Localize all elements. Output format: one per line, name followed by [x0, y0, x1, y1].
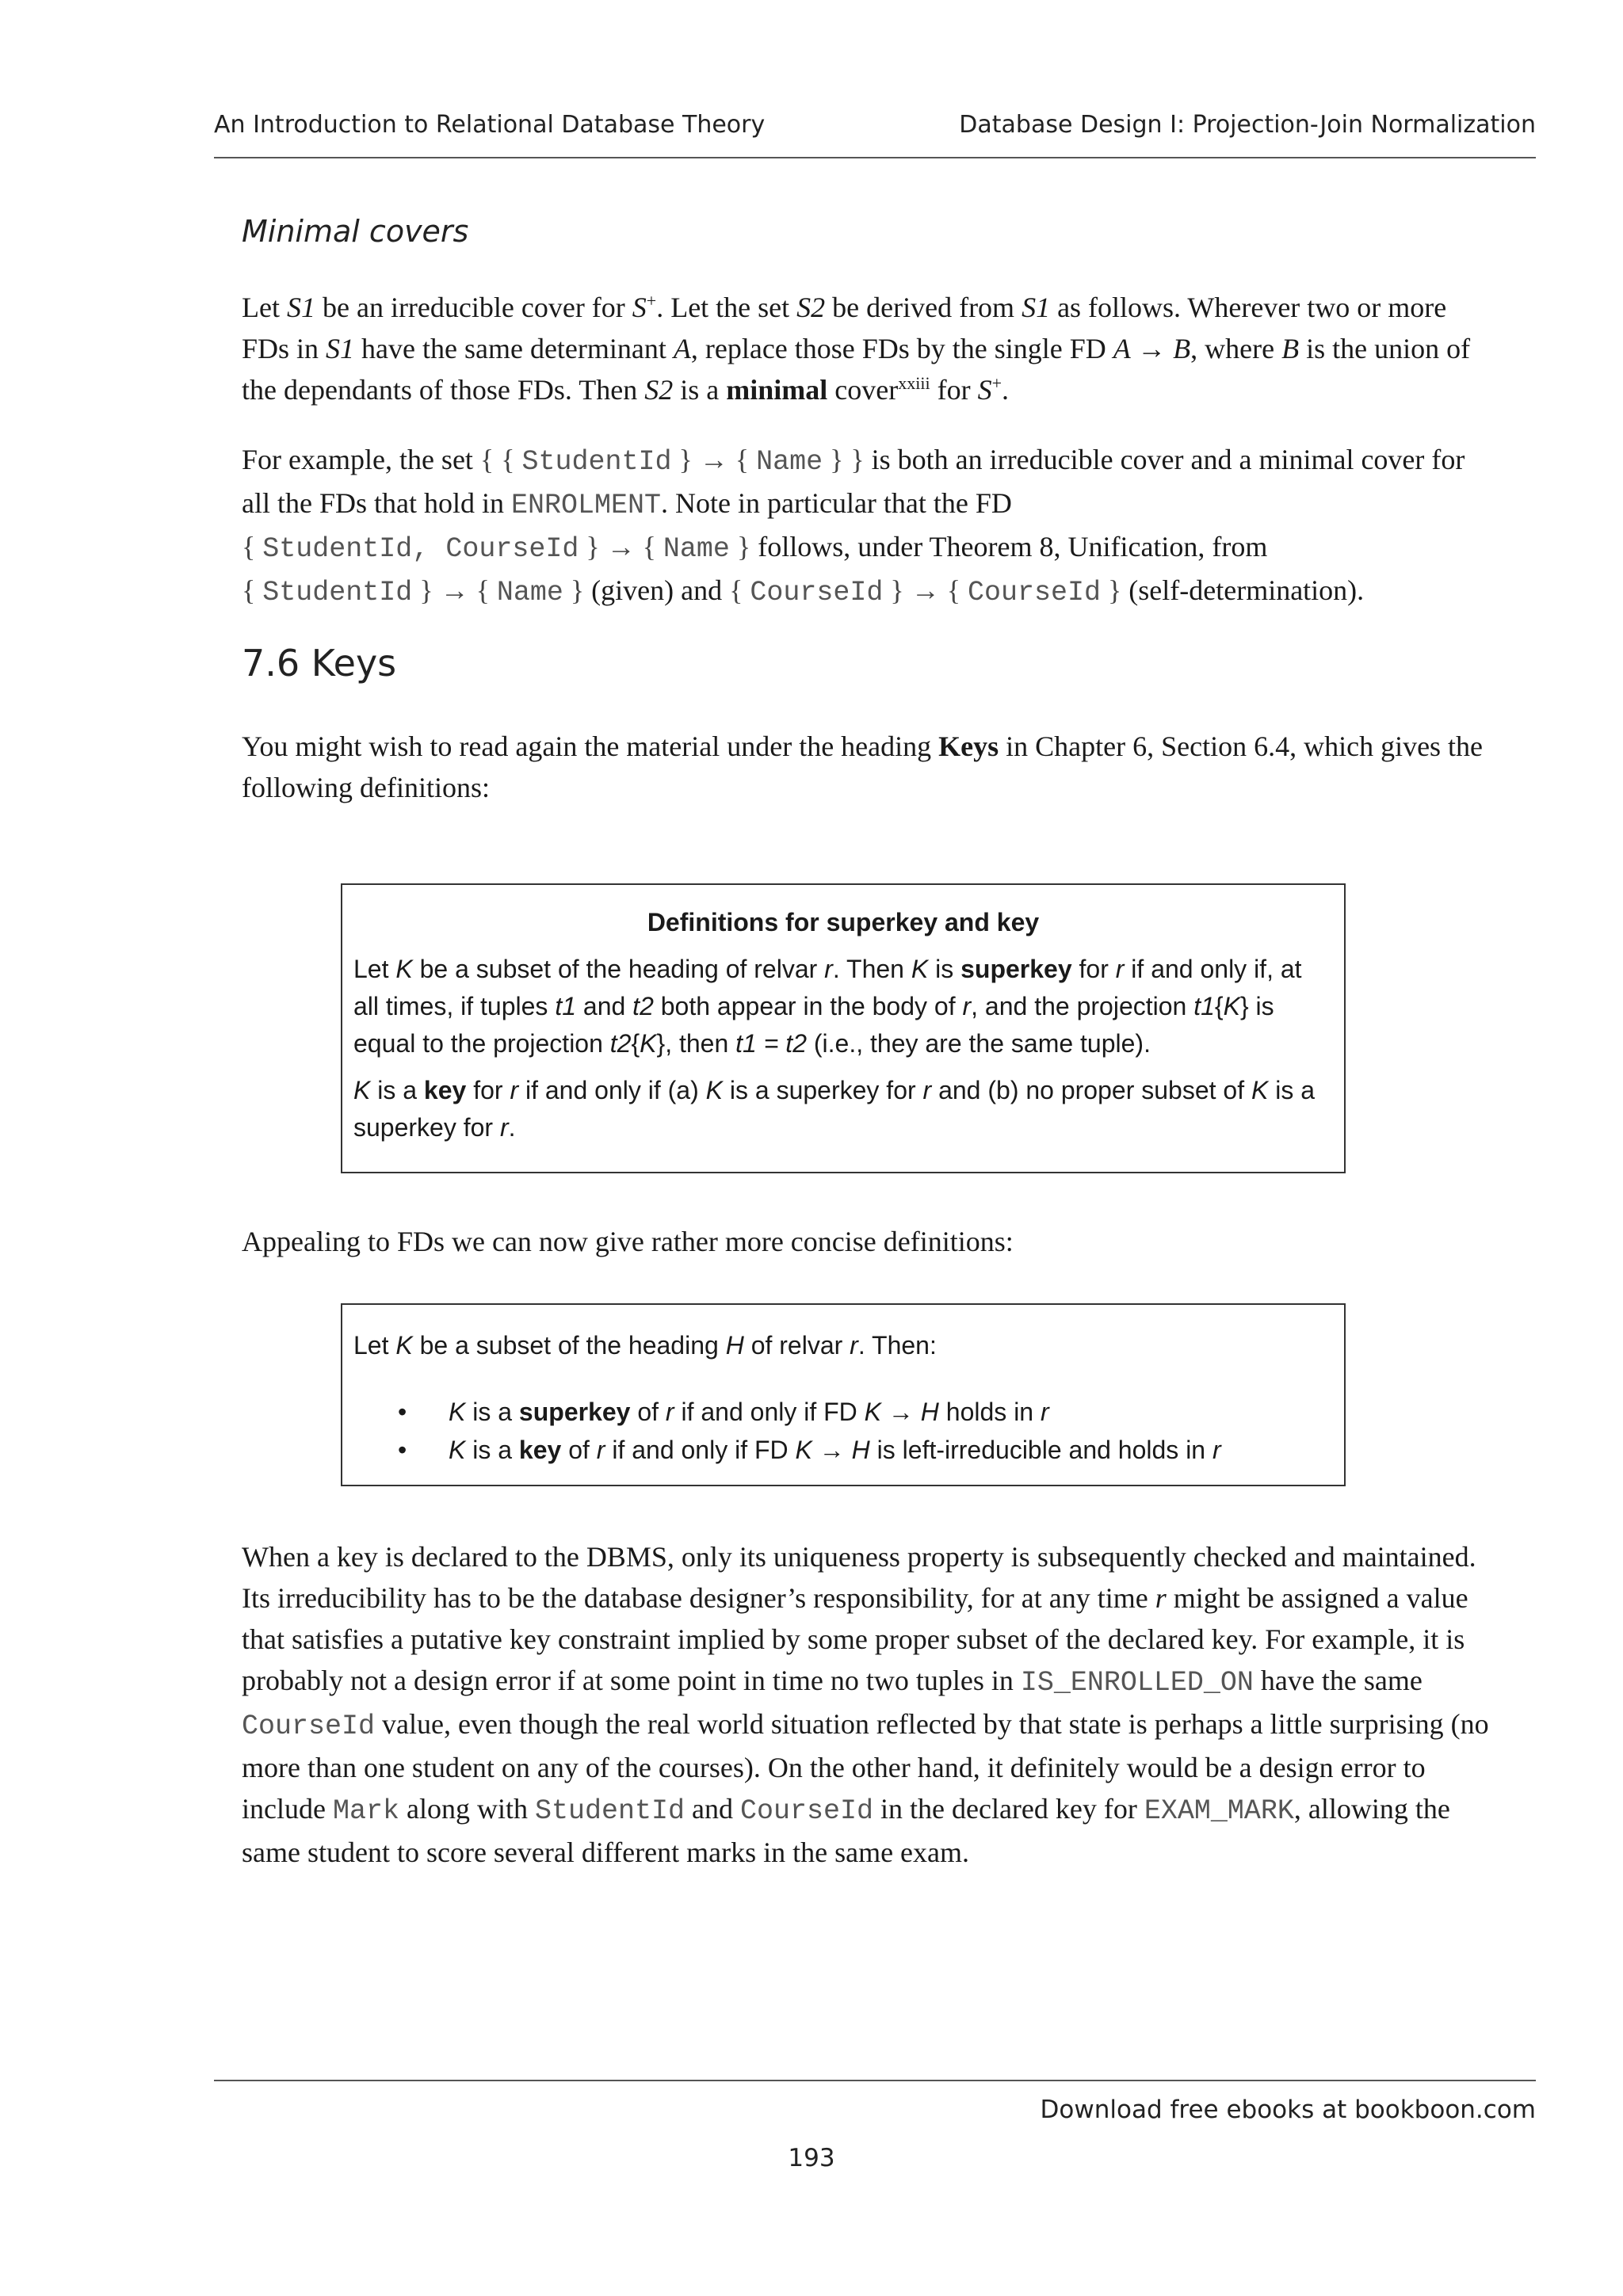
key-uniqueness-paragraph: When a key is declared to the DBMS, only its uniqueness property is subsequently checked and maintained. Its irreducibility has to be the database designer’s responsibility, for at any time r might be assigned a value that satisfies a putative key constraint implied by some proper subset of the declared key. For example, it is probably not a design error if at some point in time no two tuples in IS_ENROLLED_ON have the same CourseId value, even though the real world situation reflected by that state is perhaps a little surprising (no more than one student on any of the courses). On the other hand, it definitely would be a design error to include Mark along with StudentId and CourseId in the declared key for EXAM_MARK, allowing the same student to score several different marks in the same exam.: [242, 1541, 1489, 1868]
fd-definitions-list: [353, 1393, 1333, 1469]
bullet-icon: •: [398, 1436, 407, 1464]
concise-definitions-intro: Appealing to FDs we can now give rather more concise definitions:: [242, 1226, 1014, 1257]
list-item: • K is a superkey of r if and only if FD K → H holds in r: [353, 1393, 1333, 1431]
running-header: [214, 111, 1536, 158]
superkey-definition: Let K be a subset of the heading of relvar r. Then K is superkey for r if and only if, at all times, if tuples t1 and t2 both appear in the body of r, and the projection t1{K} is equal to the projection t2{K}, then t1 = t2 (i.e., they are the same tuple).: [353, 955, 1302, 1058]
fd-definitions-intro: Let K be a subset of the heading H of relvar r. Then:: [353, 1331, 937, 1360]
fd-definitions-box: [341, 1303, 1346, 1486]
keys-intro-paragraph: You might wish to read again the material under the heading Keys in Chapter 6, Section 6.4, which gives the following definitions:: [242, 730, 1484, 803]
page-number: 193: [788, 2144, 835, 2172]
download-link[interactable]: Download free ebooks at bookboon.com: [1040, 2096, 1536, 2124]
minimal-cover-example-paragraph: For example, the set { { StudentId } → { Name } } is both an irreducible cover and a minimal cover for all the FDs that hold in ENROLMENT. Note in particular that the FD { StudentId, CourseId } → { Name } follows, under Theorem 8, Unification, from { StudentId } → { Name } (given) and { CourseId } → { CourseId } (self-determination).: [242, 444, 1465, 608]
bullet-icon: •: [398, 1398, 407, 1426]
definitions-box: [341, 883, 1346, 1173]
page-footer: [214, 2080, 1536, 2124]
minimal-cover-definition-paragraph: Let S1 be an irreducible cover for S+. Let the set S2 be derived from S1 as follows. Wherever two or more FDs in S1 have the same determinant A, replace those FDs by the single FD A → B, where B is the union of the dependants of those FDs. Then S2 is a minimal cover$^{xxiii}$ for S+.: [242, 291, 1471, 406]
header-chapter-title: Database Design I: Projection-Join Normalization: [959, 111, 1536, 139]
list-item: • K is a key of r if and only if FD K → H is left-irreducible and holds in r: [353, 1431, 1333, 1469]
page-content: [242, 214, 1498, 837]
header-book-title: An Introduction to Relational Database Theory: [214, 111, 766, 139]
section-heading-keys: 7.6 Keys: [242, 642, 397, 685]
section-subheading: Minimal covers: [242, 214, 469, 249]
key-definition: K is a key for r if and only if (a) K is a superkey for r and (b) no proper subset of K is a superkey for r.: [353, 1076, 1316, 1142]
definitions-box-title: Definitions for superkey and key: [647, 908, 1040, 936]
endnote-marker[interactable]: xxiii: [898, 373, 930, 393]
